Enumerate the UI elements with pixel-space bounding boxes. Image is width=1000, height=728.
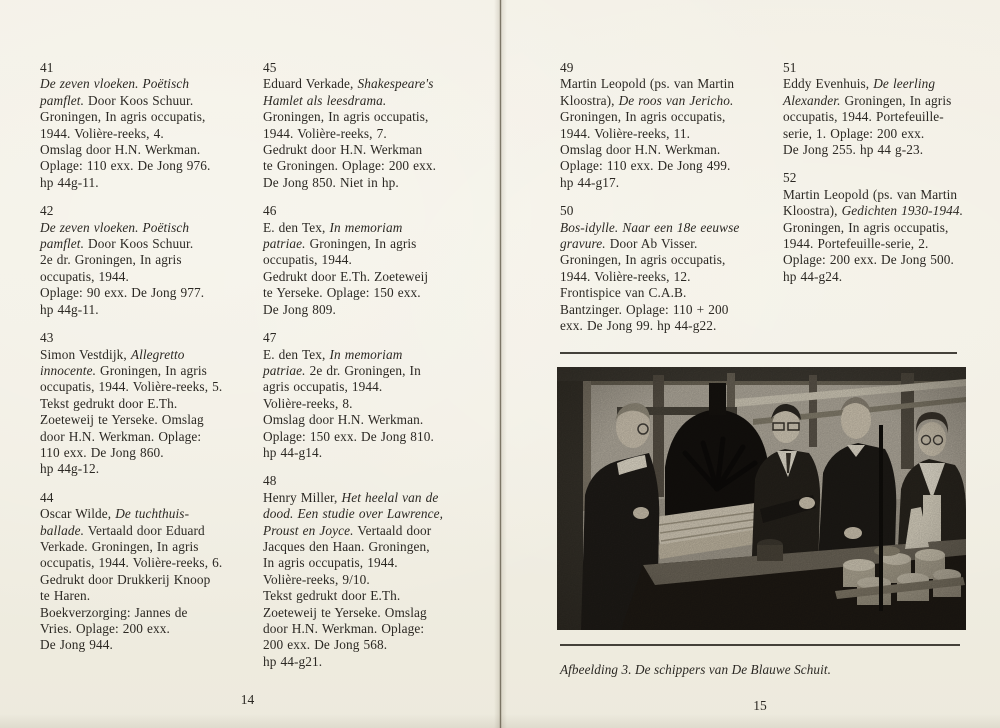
text-run: Oplage: 110 exx. De Jong 499. — [560, 158, 731, 174]
text-run: Gedrukt door H.N. Werkman — [263, 142, 423, 158]
entry-line — [560, 175, 776, 191]
entry-line — [263, 654, 479, 670]
entry-number: 41 — [40, 60, 54, 75]
entry-line — [783, 236, 995, 252]
entry-line — [40, 142, 256, 158]
entry-line — [783, 126, 995, 142]
entry-line — [783, 76, 995, 92]
text-run: 2e dr. Groningen, In agris — [40, 252, 182, 268]
entry-line — [263, 269, 479, 285]
entry-number: 52 — [783, 170, 797, 186]
entry-line — [560, 220, 776, 236]
entry-line — [40, 175, 256, 191]
text-run: door H.N. Werkman. Oplage: — [40, 428, 202, 444]
entry-line — [263, 429, 479, 445]
entry-line — [263, 523, 479, 539]
text-run: occupatis, 1944. Volière-reeks, 6. — [40, 555, 223, 571]
catalog-entry-52 — [783, 170, 995, 285]
entry-line — [40, 109, 256, 125]
catalog-entry-43 — [40, 330, 256, 478]
text-run: 1944. Volière-reeks, 7. — [263, 125, 387, 141]
text-run: Volière-reeks, 8. — [263, 395, 353, 411]
text-run: Kloostra), — [560, 92, 619, 108]
title-text-run: In memoriam — [329, 346, 403, 362]
entry-line — [263, 142, 479, 158]
text-run: Gedrukt door Drukkerij Knoop — [40, 571, 211, 587]
entry-line — [263, 412, 479, 428]
entry-line — [40, 572, 256, 588]
text-run: Tekst gedrukt door E.Th. — [40, 395, 178, 411]
entry-line — [40, 621, 256, 637]
text-run: Verkade. Groningen, In agris — [40, 538, 199, 554]
text-run: De Jong 850. Niet in hp. — [263, 174, 399, 190]
entry-line — [40, 252, 256, 268]
text-run: Groningen, In agris occupatis, — [783, 219, 949, 235]
entry-line — [560, 285, 776, 301]
text-run: serie, 1. Oplage: 200 exx. — [783, 125, 925, 141]
figure-top-rule — [560, 352, 957, 354]
text-run: De Jong 944. — [40, 637, 113, 653]
text-run: E. den Tex, — [263, 346, 330, 362]
catalog-entry-46 — [263, 203, 479, 318]
text-run: Groningen, In agris occupatis, — [40, 109, 206, 125]
text-run: 200 exx. De Jong 568. — [263, 637, 388, 653]
title-text-run: gravure. — [560, 236, 606, 252]
title-text-run: In memoriam — [329, 219, 403, 235]
entry-line — [40, 539, 256, 555]
text-run: Omslag door H.N. Werkman. — [40, 142, 201, 158]
text-run: Henry Miller, — [263, 489, 342, 505]
text-run: Oplage: 200 exx. De Jong 500. — [783, 252, 954, 268]
entry-line — [40, 236, 256, 252]
text-run: occupatis, 1944. Portefeuille- — [783, 109, 944, 125]
text-run: Door Ab Visser. — [605, 236, 698, 252]
entry-line — [263, 158, 479, 174]
entry-line — [40, 126, 256, 142]
entry-line — [560, 158, 776, 174]
text-run: agris occupatis, 1944. — [263, 379, 383, 395]
entry-line — [263, 445, 479, 461]
text-run: Martin Leopold (ps. van Martin — [560, 76, 735, 92]
entry-line — [263, 252, 479, 268]
entry-line — [263, 363, 479, 379]
catalog-entry-41 — [40, 60, 256, 191]
text-run: Door Koos Schuur. — [84, 236, 194, 252]
text-run: Simon Vestdijk, — [40, 346, 131, 362]
text-run: exx. De Jong 99. hp 44-g22. — [560, 318, 717, 334]
entry-line — [263, 637, 479, 653]
entry-line — [40, 445, 256, 461]
text-run: hp 44g-12. — [40, 461, 100, 477]
title-text-run: De tuchthuis- — [115, 506, 190, 522]
entry-line — [263, 236, 479, 252]
entry-line — [263, 126, 479, 142]
entry-line — [783, 203, 995, 219]
text-run: te Haren. — [40, 588, 91, 604]
text-run: Omslag door H.N. Werkman. — [263, 412, 424, 428]
scan-edge-shadow — [0, 714, 1000, 728]
entry-line — [263, 490, 479, 506]
entry-number: 42 — [40, 203, 54, 219]
entry-line — [40, 269, 256, 285]
text-run: Oplage: 150 exx. De Jong 810. — [263, 428, 434, 444]
entry-line — [40, 396, 256, 412]
text-run: Vries. Oplage: 200 exx. — [40, 621, 170, 636]
entry-line — [263, 347, 479, 363]
text-run: Kloostra), — [783, 203, 842, 219]
entry-line — [263, 572, 479, 588]
text-run: Oscar Wilde, — [40, 506, 116, 522]
title-text-run: Allegretto — [130, 346, 185, 362]
entry-line — [783, 252, 995, 268]
title-text-run: Het heelal van de — [341, 489, 439, 505]
text-run: Groningen, In agris occupatis, — [560, 252, 726, 268]
entry-line — [40, 347, 256, 363]
entry-line — [783, 187, 995, 203]
text-run: Eduard Verkade, — [263, 76, 358, 92]
entry-line — [560, 236, 776, 252]
text-run: Omslag door H.N. Werkman. — [560, 142, 721, 158]
entry-line — [560, 269, 776, 285]
entry-line — [40, 93, 256, 109]
entry-line — [40, 412, 256, 428]
entry-number: 51 — [783, 60, 797, 75]
catalog-entry-51 — [783, 60, 995, 158]
entry-line — [40, 363, 256, 379]
entry-line — [40, 555, 256, 571]
text-run: hp 44-g21. — [263, 653, 323, 669]
entry-line — [40, 523, 256, 539]
entry-line — [40, 302, 256, 318]
entry-line — [263, 379, 479, 395]
text-run: 1944. Volière-reeks, 12. — [560, 268, 691, 284]
text-run: Groningen, In agris occupatis, — [263, 109, 429, 125]
entry-number: 47 — [263, 330, 277, 346]
entry-line — [263, 539, 479, 555]
entry-line — [560, 142, 776, 158]
text-run: hp 44-g17. — [560, 174, 620, 190]
entry-line — [263, 76, 479, 92]
text-run: Groningen, In agris — [305, 236, 417, 252]
text-run: hp 44-g14. — [263, 444, 323, 460]
figure-photo-printing-press — [557, 367, 966, 630]
text-run: Groningen, In agris occupatis, — [560, 109, 726, 125]
left-column-1 — [40, 60, 256, 666]
entry-number: 46 — [263, 203, 277, 219]
entry-number: 49 — [560, 60, 574, 75]
catalog-entry-42 — [40, 203, 256, 318]
entry-line — [263, 220, 479, 236]
entry-line — [263, 605, 479, 621]
entry-line — [263, 555, 479, 571]
entry-line — [560, 252, 776, 268]
title-text-run: De zeven vloeken. Poëtisch — [40, 76, 190, 92]
text-run: De Jong 809. — [263, 301, 336, 317]
entry-line — [263, 285, 479, 301]
entry-line — [263, 302, 479, 318]
title-text-run: Shakespeare's — [357, 76, 434, 92]
text-run: hp 44g-11. — [40, 174, 99, 190]
entry-line — [40, 429, 256, 445]
title-text-run: ballade. — [40, 522, 85, 538]
text-run: hp 44g-11. — [40, 301, 99, 317]
text-run: Martin Leopold (ps. van Martin — [783, 186, 958, 202]
entry-line — [40, 605, 256, 621]
entry-number: 45 — [263, 60, 277, 75]
text-run: Zoeteweij te Yerseke. Omslag — [263, 604, 427, 620]
entry-line — [560, 318, 776, 334]
text-run: Volière-reeks, 9/10. — [263, 571, 370, 587]
entry-line — [560, 302, 776, 318]
title-text-run: patriae. — [263, 362, 306, 378]
title-text-run: De roos van Jericho. — [618, 92, 734, 108]
entry-number: 43 — [40, 330, 54, 346]
title-text-run: dood. Een studie over Lawrence, — [263, 506, 444, 522]
text-run: Jacques den Haan. Groningen, — [263, 538, 430, 554]
entry-line — [263, 506, 479, 522]
right-column-1 — [560, 60, 776, 347]
text-run: 1944. Volière-reeks, 11. — [560, 125, 691, 141]
text-run: te Yerseke. Oplage: 150 exx. — [263, 285, 421, 301]
entry-line — [783, 269, 995, 285]
title-text-run: De zeven vloeken. Poëtisch — [40, 219, 190, 235]
entry-line — [40, 506, 256, 522]
entry-line — [40, 379, 256, 395]
entry-line — [263, 588, 479, 604]
text-run: Gedrukt door E.Th. Zoeteweij — [263, 268, 429, 284]
title-text-run: Hamlet als leesdrama. — [263, 92, 387, 108]
page-number-right: 15 — [753, 698, 767, 713]
title-text-run: Bos-idylle. Naar een 18e eeuwse — [560, 219, 740, 235]
entry-line — [40, 637, 256, 653]
text-run: De Jong 255. hp 44 g-23. — [783, 142, 924, 158]
title-text-run: Gedichten 1930-1944. — [841, 203, 964, 219]
text-run: Vertaald door Eduard — [84, 522, 205, 538]
entry-line — [560, 109, 776, 125]
entry-line — [560, 126, 776, 142]
title-text-run: pamflet. — [40, 92, 85, 108]
catalog-entry-47 — [263, 330, 479, 461]
text-run: Oplage: 110 exx. De Jong 976. — [40, 158, 211, 174]
entry-line — [40, 158, 256, 174]
entry-line — [783, 93, 995, 109]
text-run: 1944. Volière-reeks, 4. — [40, 125, 164, 141]
text-run: Bantzinger. Oplage: 110 + 200 — [560, 301, 729, 317]
title-text-run: Alexander. — [783, 92, 841, 108]
catalog-entry-49 — [560, 60, 776, 191]
text-run: Vertaald door — [353, 522, 432, 538]
entry-line — [263, 175, 479, 191]
text-run: hp 44-g24. — [783, 268, 843, 284]
page-number-left: 14 — [240, 692, 255, 707]
entry-line — [263, 93, 479, 109]
catalog-entry-48 — [263, 473, 479, 670]
text-run: Tekst gedrukt door E.Th. — [263, 588, 401, 604]
entry-line — [783, 109, 995, 125]
text-run: E. den Tex, — [263, 219, 330, 235]
title-text-run: innocente. — [40, 362, 97, 378]
text-run: te Groningen. Oplage: 200 exx. — [263, 158, 437, 174]
text-run: 2e dr. Groningen, In — [305, 362, 421, 378]
text-run: Door Koos Schuur. — [84, 92, 194, 108]
catalog-entry-44 — [40, 490, 256, 654]
entry-line — [40, 220, 256, 236]
figure-bottom-rule — [560, 644, 960, 646]
entry-line — [783, 220, 995, 236]
text-run: Oplage: 90 exx. De Jong 977. — [40, 285, 205, 301]
text-run: occupatis, 1944. — [40, 268, 129, 284]
page-spine-edge — [500, 0, 501, 728]
entry-line — [40, 285, 256, 301]
entry-line — [263, 621, 479, 637]
text-run: Groningen, In agris — [840, 92, 952, 108]
entry-line — [560, 93, 776, 109]
text-run: 1944. Portefeuille-serie, 2. — [783, 236, 929, 252]
text-run: Frontispice van C.A.B. — [560, 285, 687, 301]
entry-line — [783, 142, 995, 158]
text-run: occupatis, 1944. — [263, 252, 352, 268]
entry-line — [40, 76, 256, 92]
text-run: Zoeteweij te Yerseke. Omslag — [40, 412, 204, 428]
figure-caption: Afbeelding 3. De schippers van De Blauwe Schuit. — [560, 662, 832, 677]
title-text-run: De leerling — [873, 76, 936, 92]
entry-line — [263, 109, 479, 125]
entry-number: 50 — [560, 203, 574, 219]
title-text-run: pamflet. — [40, 236, 85, 252]
entry-line — [40, 588, 256, 604]
text-run: Eddy Evenhuis, — [783, 76, 874, 92]
entry-line — [263, 396, 479, 412]
title-text-run: Proust en Joyce. — [263, 522, 354, 538]
right-column-2 — [783, 60, 995, 297]
text-run: Boekverzorging: Jannes de — [40, 604, 188, 620]
text-run: occupatis, 1944. Volière-reeks, 5. — [40, 379, 223, 395]
entry-number: 48 — [263, 473, 277, 489]
entry-line — [40, 461, 256, 477]
text-run: In agris occupatis, 1944. — [263, 555, 398, 571]
title-text-run: patriae. — [263, 236, 306, 252]
catalog-entry-45 — [263, 60, 479, 191]
left-column-2 — [263, 60, 479, 682]
text-run: 110 exx. De Jong 860. — [40, 444, 164, 460]
text-run: door H.N. Werkman. Oplage: — [263, 621, 425, 636]
text-run: Groningen, In agris — [96, 362, 207, 378]
entry-number: 44 — [40, 489, 54, 505]
entry-line — [560, 76, 776, 92]
catalog-entry-50 — [560, 203, 776, 334]
